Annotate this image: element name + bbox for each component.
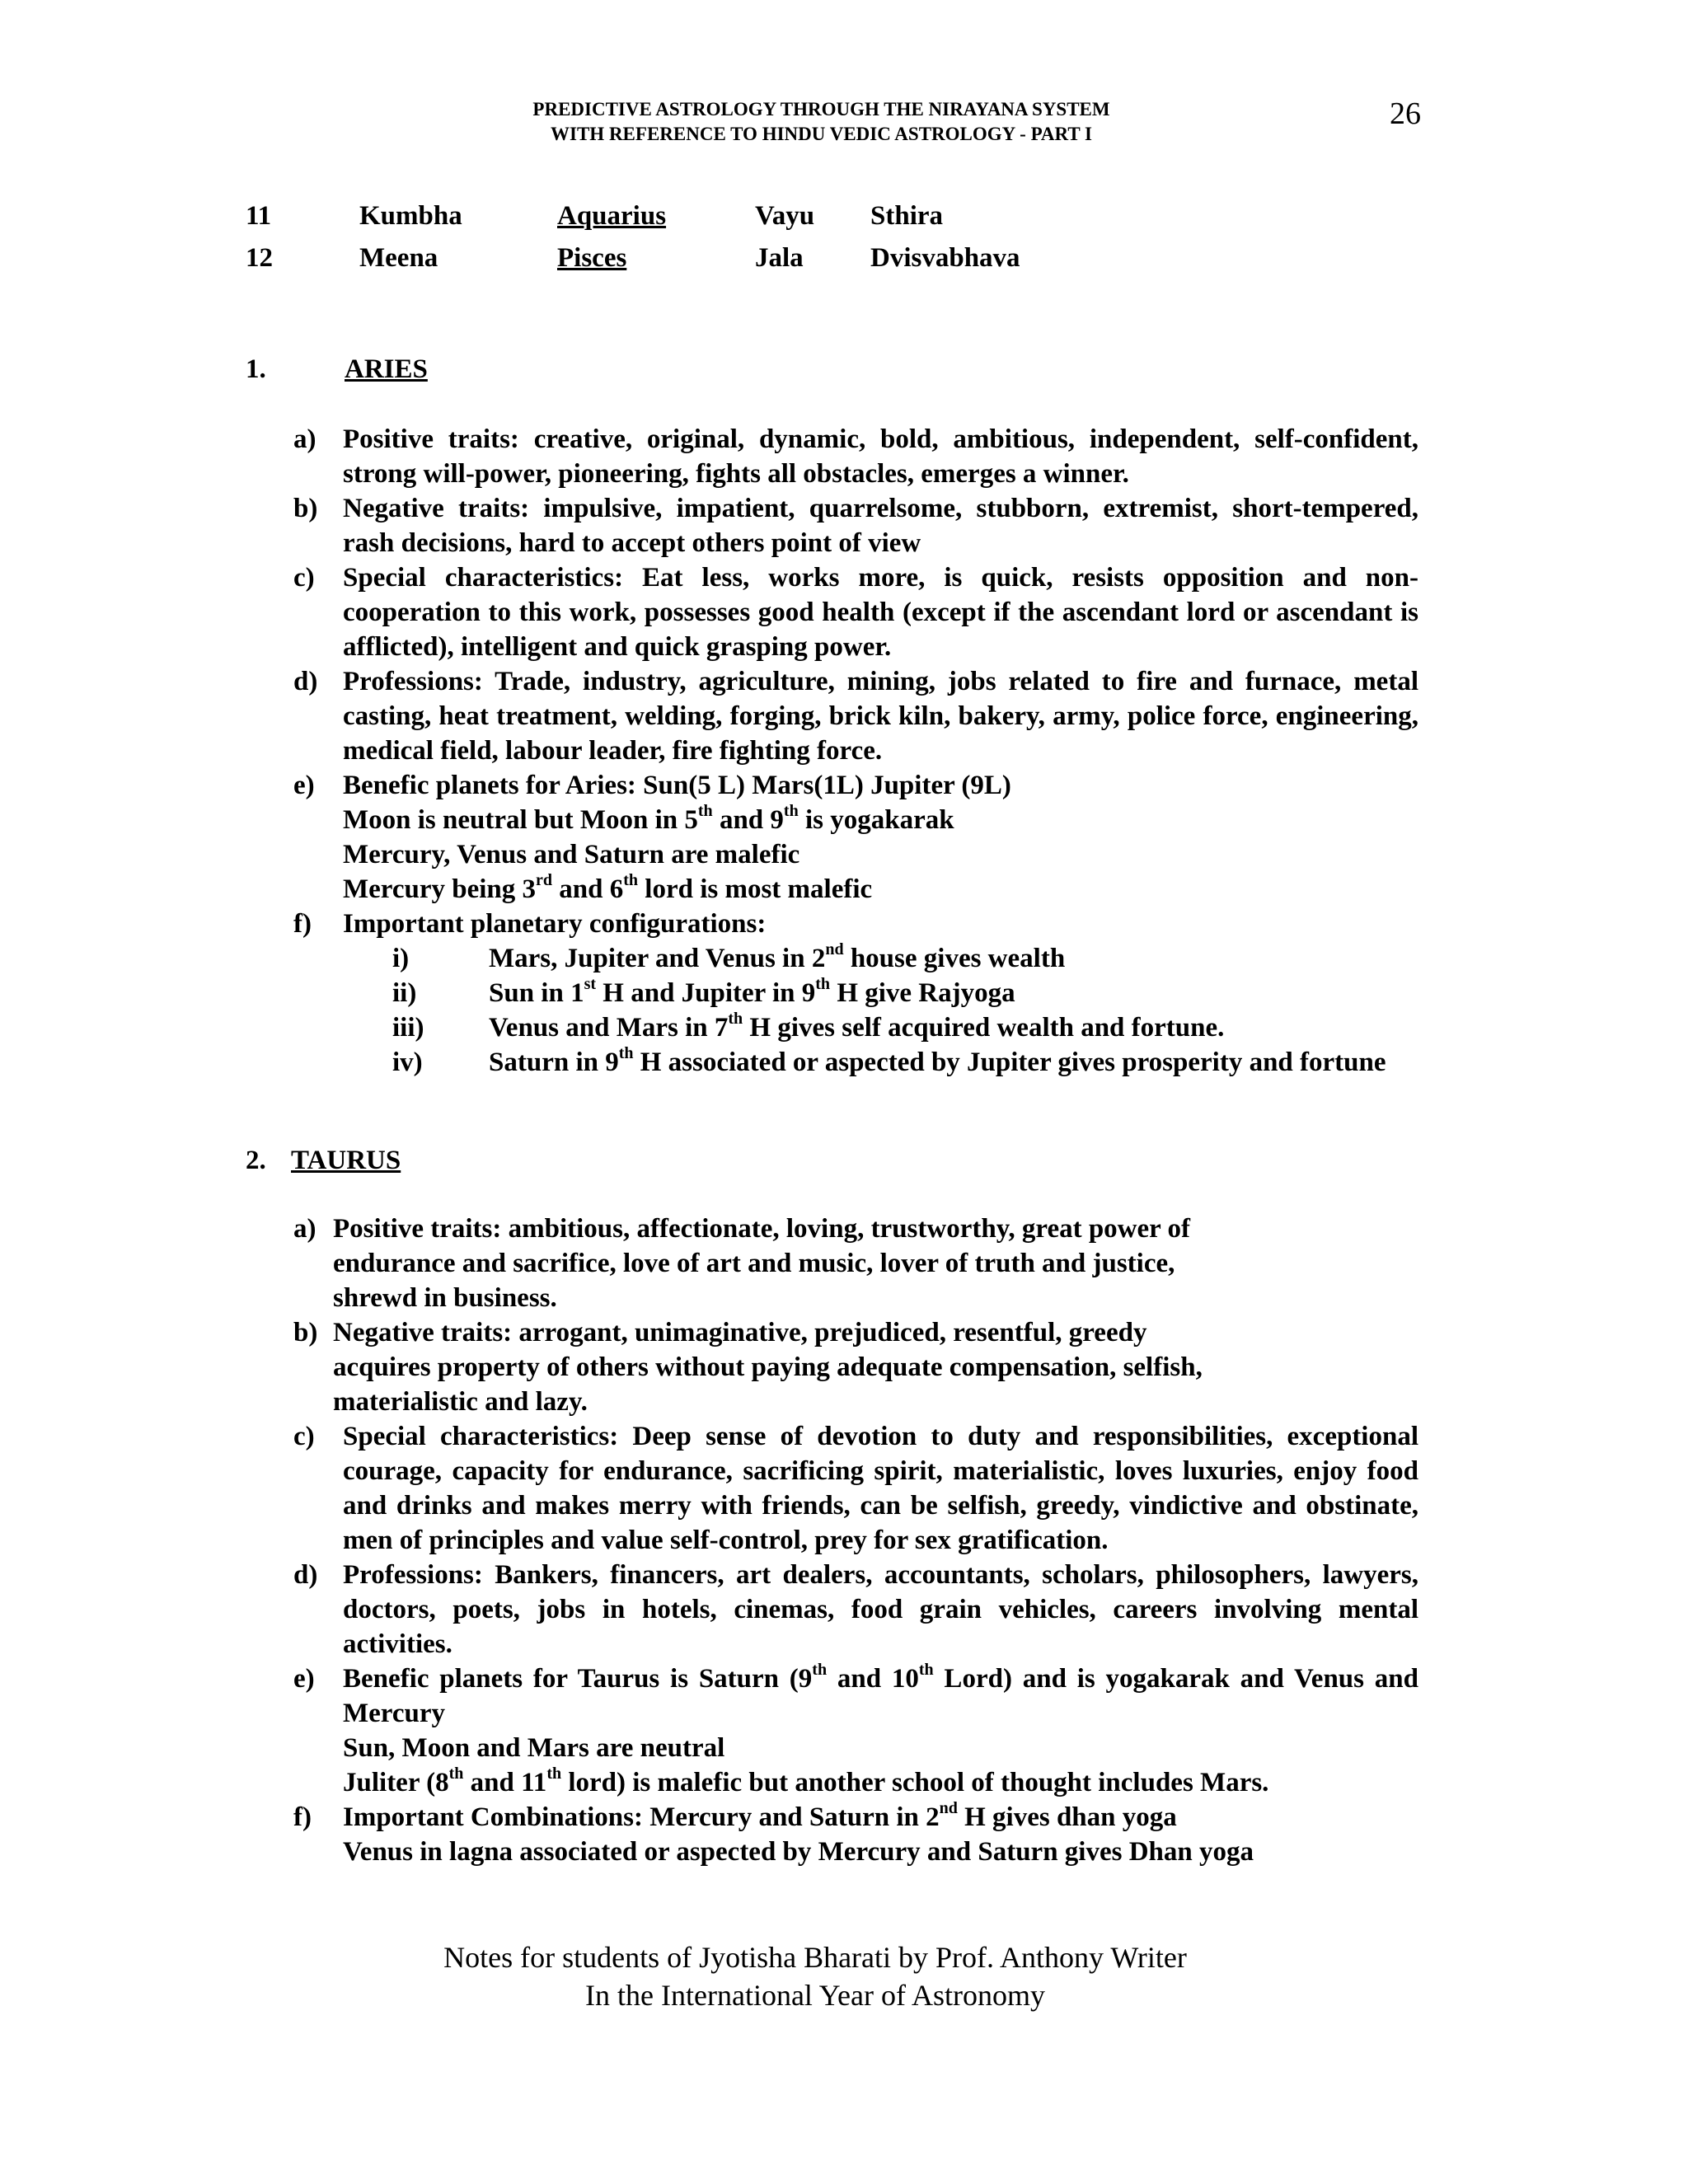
page-footer	[0, 1938, 1688, 2014]
item-text: Important planetary configurations: i) Mars, Jupiter and Venus in 2nd house gives wealth ii) Sun in 1st H and Jupiter in 9th H give Rajyoga iii) Venus and Mars in 7th H gives self acquired wealth and fortune. iv) Saturn in 9th H associated or aspected by Jupiter gives prosperity and fortune	[343, 907, 1418, 1080]
sub-item: iii) Venus and Mars in 7th H gives self acquired wealth and fortune.	[392, 1010, 1225, 1043]
header-line-2: WITH REFERENCE TO HINDU VEDIC ASTROLOGY - PART I	[551, 124, 1092, 144]
section-heading-aries	[246, 354, 428, 385]
sign-quality: Sthira	[870, 201, 944, 231]
list-item: e) Benefic planets for Aries: Sun(5 L) Mars(1L) Jupiter (9L) Moon is neutral but Moon in 5th and 9th is yogakarak Mercury, Venus and Saturn are malefic Mercury being 3rd and 6th lord is most malefic	[293, 768, 1418, 907]
item-text: Professions: Bankers, financers, art dealers, accountants, scholars, philosophers, lawyers, doctors, poets, jobs in hotels, cinemas, food grain vehicles, careers involving mental activities.	[343, 1560, 1418, 1659]
sub-item: i) Mars, Jupiter and Venus in 2nd house gives wealth	[392, 940, 1066, 973]
item-text: Professions: Trade, industry, agriculture, mining, jobs related to fire and furnace, metal casting, heat treatment, welding, forging, brick kiln, bakery, army, police force, engineering, medical field, labour leader, fire fighting force.	[343, 667, 1418, 766]
sign-name: Kumbha	[359, 201, 462, 231]
sign-element: Vayu	[755, 201, 815, 231]
item-text: Negative traits: arrogant, unimaginative, prejudiced, resentful, greedy acquires property of others without paying adequate compensation, selfish, materialistic and lazy.	[333, 1318, 1203, 1417]
aries-list	[293, 422, 1418, 1080]
list-item: e) Benefic planets for Taurus is Saturn (9th and 10th Lord) and is yogakarak and Venus and Mercury Sun, Moon and Mars are neutral Juliter (8th and 11th lord) is malefic but another school of thought includes Mars.	[293, 1661, 1418, 1800]
item-text: Benefic planets for Taurus is Saturn (9th and 10th Lord) and is yogakarak and Venus and Mercury Sun, Moon and Mars are neutral Juliter (8th and 11th lord) is malefic but another school of thought includes Mars.	[343, 1661, 1418, 1797]
section-number: 2.	[246, 1146, 266, 1175]
sign-no: 12	[246, 243, 273, 273]
list-item: c) Special characteristics: Eat less, works more, is quick, resists opposition and non-cooperation to this work, possesses good health (except if the ascendant lord or ascendant is afflicted), intelligent and quick grasping power.	[293, 560, 1418, 664]
sign-quality: Dvisvabhava	[870, 243, 1020, 273]
item-text: Special characteristics: Deep sense of devotion to duty and responsibilities, exceptional courage, capacity for endurance, sacrificing spirit, materialistic, loves luxuries, enjoy food and drinks and makes merry with friends, can be selfish, greedy, vindictive and obstinate, men of principles and value self-control, prey for sex gratification.	[343, 1422, 1418, 1555]
list-item: b) Negative traits: arrogant, unimaginative, prejudiced, resentful, greedy acquires property of others without paying adequate compensation, selfish, materialistic and lazy.	[293, 1315, 1418, 1419]
section-heading-taurus	[246, 1146, 401, 1176]
list-item: f) Important Combinations: Mercury and Saturn in 2nd H gives dhan yoga Venus in lagna associated or aspected by Mercury and Saturn gives Dhan yoga	[293, 1800, 1418, 1869]
sign-english: Aquarius	[557, 201, 667, 231]
page-number: 26	[1390, 96, 1421, 131]
item-text: Special characteristics: Eat less, works more, is quick, resists opposition and non-cooperation to this work, possesses good health (except if the ascendant lord or ascendant is afflicted), intelligent and quick grasping power.	[343, 563, 1418, 662]
list-item: f) Important planetary configurations: i) Mars, Jupiter and Venus in 2nd house gives wealth ii) Sun in 1st H and Jupiter in 9th H give Rajyoga iii) Venus and Mars in 7th H gives self acquired wealth and fortune. iv) Saturn in 9th H associated or aspected by Jupiter gives prosperity and fortune	[293, 907, 1418, 1080]
sign-element: Jala	[755, 243, 804, 273]
taurus-list	[293, 1212, 1418, 1869]
list-item: c) Special characteristics: Deep sense of devotion to duty and responsibilities, exceptional courage, capacity for endurance, sacrificing spirit, materialistic, loves luxuries, enjoy food and drinks and makes merry with friends, can be selfish, greedy, vindictive and obstinate, men of principles and value self-control, prey for sex gratification.	[293, 1419, 1418, 1558]
footer-line-2: In the International Year of Astronomy	[585, 1979, 1045, 2012]
list-item: a) Positive traits: creative, original, dynamic, bold, ambitious, independent, self-confident, strong will-power, pioneering, fights all obstacles, emerges a winner.	[293, 422, 1418, 491]
section-title: ARIES	[345, 354, 428, 384]
list-item: b) Negative traits: impulsive, impatient, quarrelsome, stubborn, extremist, short-tempered, rash decisions, hard to accept others point of view	[293, 491, 1418, 560]
sign-english: Pisces	[557, 243, 627, 273]
item-text: Positive traits: ambitious, affectionate, loving, trustworthy, great power of endurance and sacrifice, love of art and music, lover of truth and justice, shrewd in business.	[333, 1214, 1190, 1313]
footer-line-1: Notes for students of Jyotisha Bharati by Prof. Anthony Writer	[443, 1941, 1187, 1974]
item-text: Benefic planets for Aries: Sun(5 L) Mars(1L) Jupiter (9L) Moon is neutral but Moon in 5th and 9th is yogakarak Mercury, Venus and Saturn are malefic Mercury being 3rd and 6th lord is most malefic	[343, 771, 1011, 904]
item-text: Positive traits: creative, original, dynamic, bold, ambitious, independent, self-confident, strong will-power, pioneering, fights all obstacles, emerges a winner.	[343, 424, 1418, 489]
header-line-1: PREDICTIVE ASTROLOGY THROUGH THE NIRAYANA SYSTEM	[532, 99, 1110, 120]
sub-item: iv) Saturn in 9th H associated or aspected by Jupiter gives prosperity and fortune	[392, 1044, 1386, 1077]
item-text: Negative traits: impulsive, impatient, quarrelsome, stubborn, extremist, short-tempered, rash decisions, hard to accept others point of view	[343, 494, 1418, 558]
running-header	[0, 97, 1688, 147]
list-item: d) Professions: Bankers, financers, art dealers, accountants, scholars, philosophers, lawyers, doctors, poets, jobs in hotels, cinemas, food grain vehicles, careers involving mental activities.	[293, 1558, 1418, 1661]
sign-no: 11	[246, 201, 272, 231]
list-item: a) Positive traits: ambitious, affectionate, loving, trustworthy, great power of endurance and sacrifice, love of art and music, lover of truth and justice, shrewd in business.	[293, 1212, 1418, 1315]
section-number: 1.	[246, 354, 266, 384]
sub-item: ii) Sun in 1st H and Jupiter in 9th H give Rajyoga	[392, 975, 1015, 1008]
section-title: TAURUS	[291, 1146, 401, 1175]
list-item: d) Professions: Trade, industry, agriculture, mining, jobs related to fire and furnace, metal casting, heat treatment, welding, forging, brick kiln, bakery, army, police force, engineering, medical field, labour leader, fire fighting force.	[293, 664, 1418, 768]
sign-name: Meena	[359, 243, 438, 273]
item-text: Important Combinations: Mercury and Saturn in 2nd H gives dhan yoga Venus in lagna associated or aspected by Mercury and Saturn gives Dhan yoga	[343, 1799, 1254, 1867]
